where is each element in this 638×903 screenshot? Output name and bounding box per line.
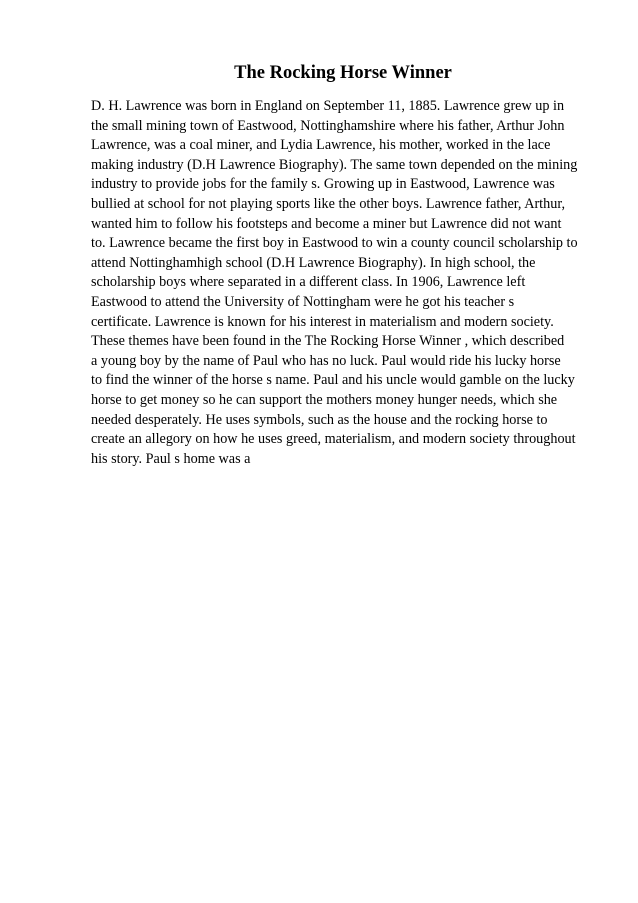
- body-line: D. H. Lawrence was born in England on September 11, 1885. Lawrence grew up in: [91, 98, 565, 114]
- body-line: create an allegory on how he uses greed, materialism, and modern society throughout: [91, 431, 576, 448]
- body-line: Eastwood to attend the University of Nottingham were he got his teacher s: [91, 293, 515, 310]
- body-line: to. Lawrence became the first boy in Eastwood to win a county council scholarship to: [91, 235, 578, 252]
- body-line: the small mining town of Eastwood, Nottinghamshire where his father, Arthur John: [91, 117, 565, 134]
- body-line: Lawrence, was a coal miner, and Lydia Lawrence, his mother, worked in the lace: [91, 137, 551, 154]
- body-line: industry to provide jobs for the family s. Growing up in Eastwood, Lawrence was: [91, 176, 555, 193]
- body-line: wanted him to follow his footsteps and become a miner but Lawrence did not want: [91, 215, 562, 232]
- body-line: a young boy by the name of Paul who has no luck. Paul would ride his lucky horse: [91, 352, 561, 369]
- body-line: certificate. Lawrence is known for his interest in materialism and modern society.: [91, 313, 554, 330]
- body-line: bullied at school for not playing sports like the other boys. Lawrence father, Arthur,: [91, 195, 566, 212]
- document-title: The Rocking Horse Winner: [234, 63, 452, 83]
- body-line: needed desperately. He uses symbols, such as the house and the rocking horse to: [91, 411, 548, 428]
- body-line: These themes have been found in the The Rocking Horse Winner , which described: [91, 333, 565, 350]
- body-line: his story. Paul s home was a: [91, 450, 251, 467]
- document-body: [91, 97, 591, 469]
- body-line: horse to get money so he can support the mothers money hunger needs, which she: [91, 391, 558, 408]
- body-line: making industry (D.H Lawrence Biography). The same town depended on the mining: [91, 156, 578, 173]
- body-line: scholarship boys where separated in a different class. In 1906, Lawrence left: [91, 274, 526, 291]
- body-line: attend Nottinghamhigh school (D.H Lawrence Biography). In high school, the: [91, 254, 536, 271]
- body-line: to find the winner of the horse s name. Paul and his uncle would gamble on the lucky: [91, 372, 575, 389]
